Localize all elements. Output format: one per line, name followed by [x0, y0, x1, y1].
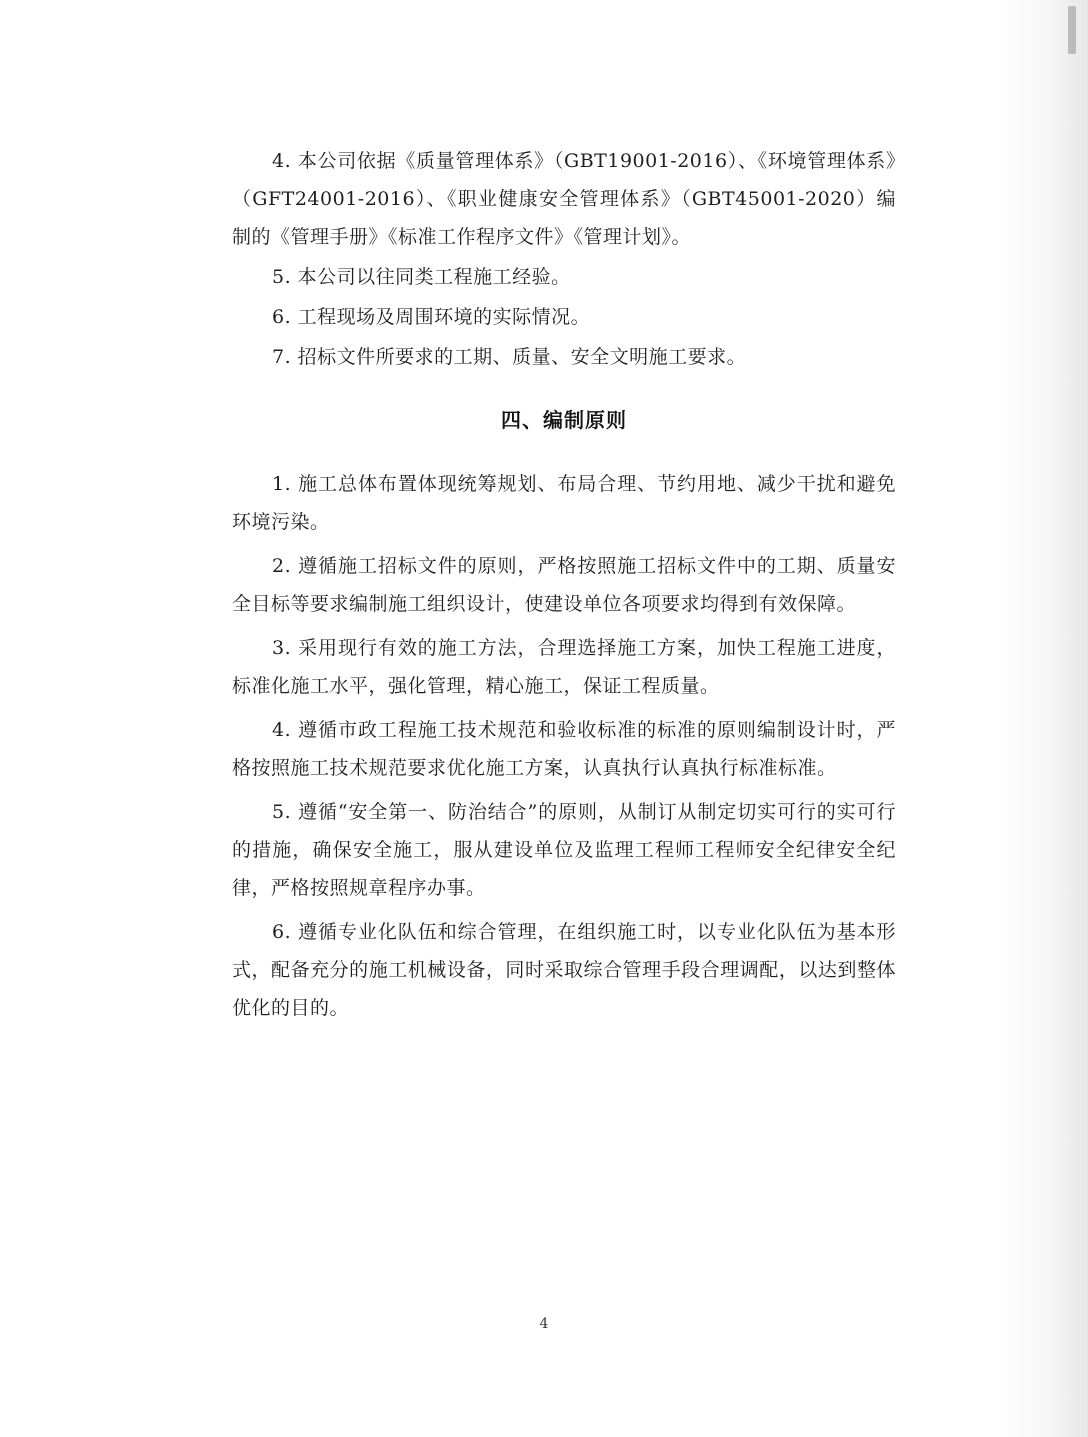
section-heading: 四、编制原则: [501, 408, 627, 432]
basis-item-5: 5. 本公司以往同类工程施工经验。: [272, 266, 571, 288]
principle-item-3: 3. 采用现行有效的施工方法，合理选择施工方案，加快工程施工进度，标准化施工水平，强化管理，精心施工，保证工程质量。: [232, 637, 896, 697]
basis-list: [232, 142, 896, 376]
principle-item-4: 4. 遵循市政工程施工技术规范和验收标准的标准的原则编制设计时，严格按照施工技术规范要求优化施工方案，认真执行认真执行标准标准。: [232, 719, 896, 779]
principle-item-1: 1. 施工总体布置体现统筹规划、布局合理、节约用地、减少干扰和避免环境污染。: [232, 473, 896, 533]
page-number: 4: [539, 1316, 549, 1332]
scan-mark: [1068, 6, 1076, 54]
basis-item-4: 4. 本公司依据《质量管理体系》（GBT19001-2016）、《环境管理体系》（GFT24001-2016）、《职业健康安全管理体系》（GBT45001-2020）编制的《管理手册》《标准工作程序文件》《管理计划》。: [232, 150, 896, 248]
basis-item-7: 7. 招标文件所要求的工期、质量、安全文明施工要求。: [272, 346, 747, 368]
principle-item-2: 2. 遵循施工招标文件的原则，严格按照施工招标文件中的工期、质量安全目标等要求编制施工组织设计，使建设单位各项要求均得到有效保障。: [232, 555, 896, 615]
principles-list: [232, 465, 896, 1027]
principle-item-5: 5. 遵循“安全第一、防治结合”的原则，从制订从制定切实可行的实可行的措施，确保安全施工，服从建设单位及监理工程师工程师安全纪律安全纪律，严格按照规章程序办事。: [232, 801, 896, 899]
principle-item-6: 6. 遵循专业化队伍和综合管理，在组织施工时，以专业化队伍为基本形式，配备充分的施工机械设备，同时采取综合管理手段合理调配，以达到整体优化的目的。: [232, 921, 896, 1019]
document-body: [232, 142, 896, 1033]
basis-item-6: 6. 工程现场及周围环境的实际情况。: [272, 306, 591, 328]
scan-shadow-edge: [998, 0, 1088, 1437]
